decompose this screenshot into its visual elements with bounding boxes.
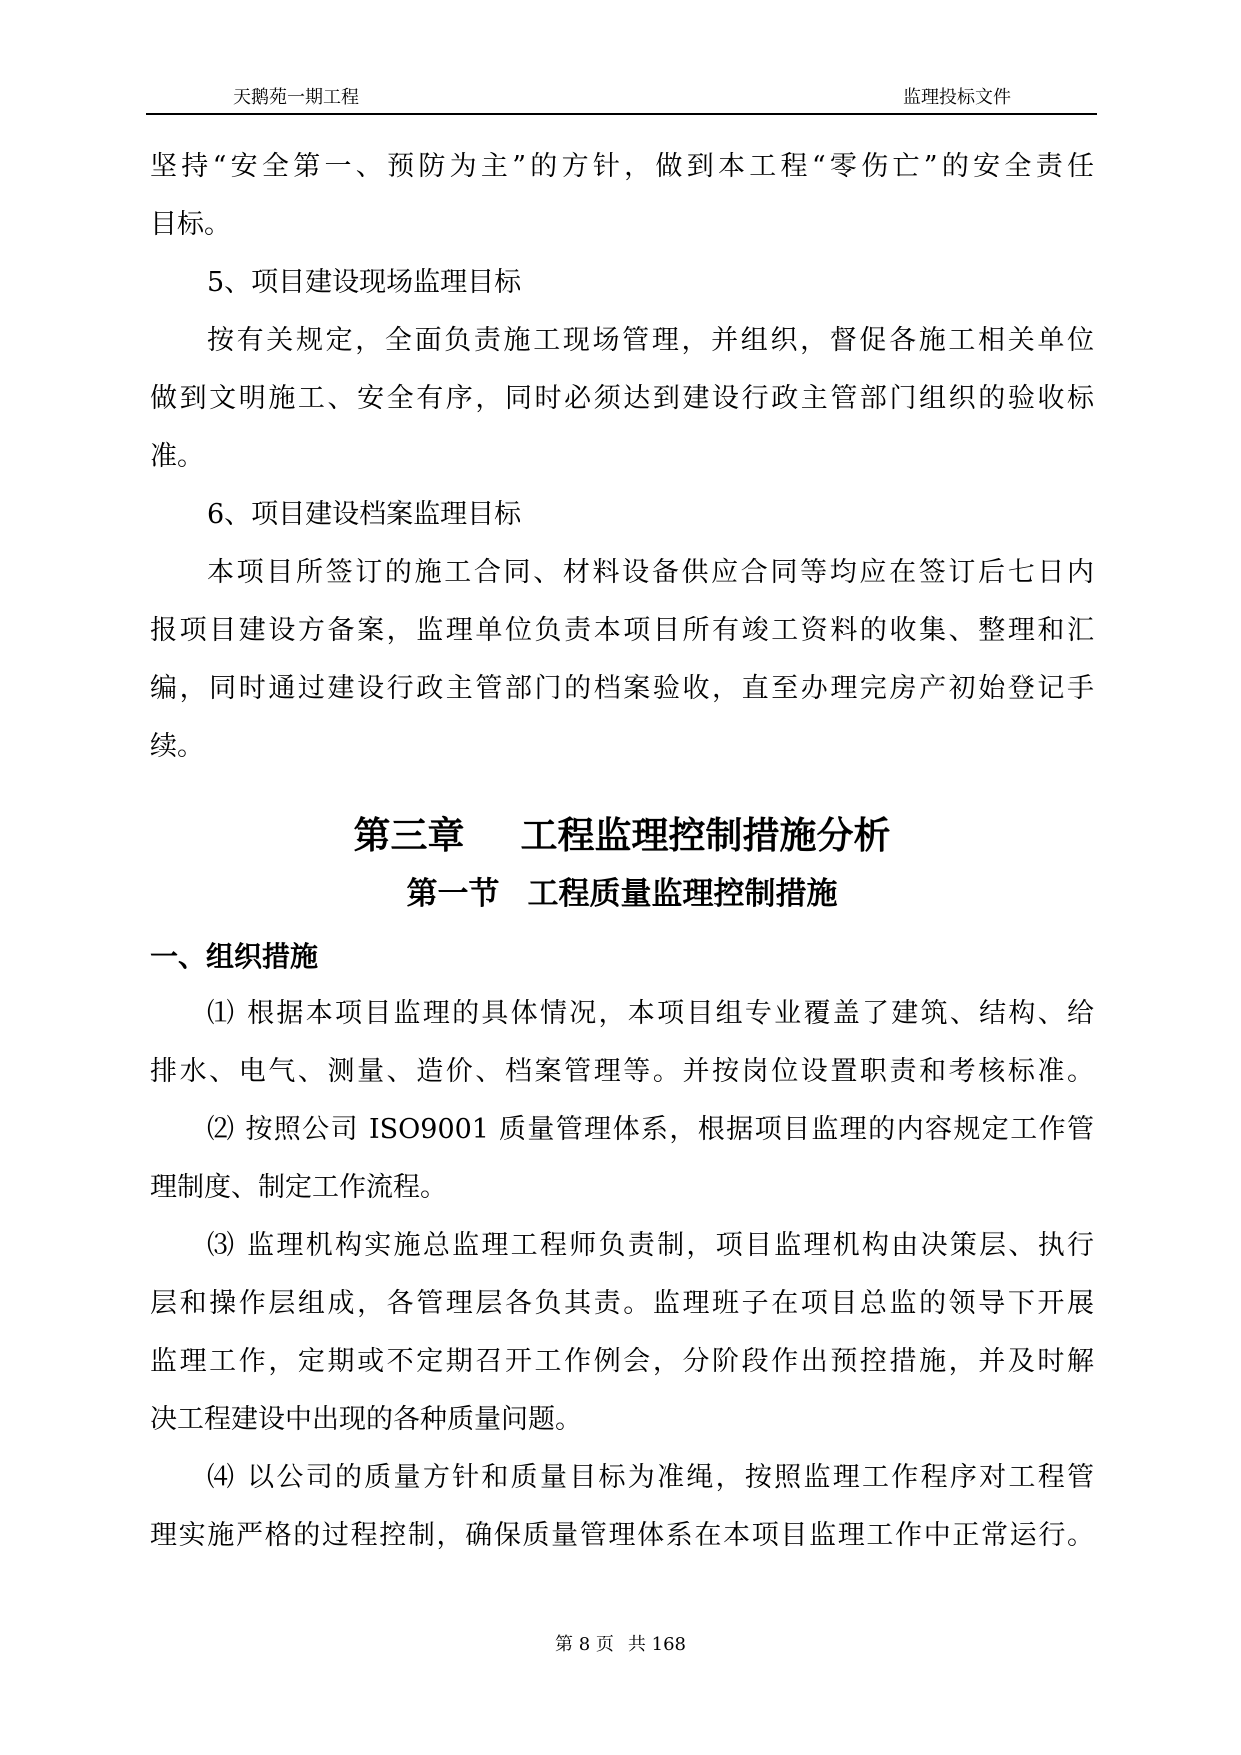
section-number: 第一节 — [406, 876, 500, 912]
body-line: 做到文明施工、安全有序，同时必须达到建设行政主管部门组织的验收标 — [150, 383, 1094, 414]
body-line: 5、项目建设现场监理目标 — [207, 267, 522, 298]
body-line: 坚持“安全第一、预防为主”的方针，做到本工程“零伤亡”的安全责任 — [150, 151, 1094, 182]
header-rule — [146, 113, 1097, 115]
body-line: 准。 — [150, 441, 204, 472]
chapter-number: 第三章 — [353, 814, 465, 857]
body-line: 排水、电气、测量、造价、档案管理等。并按岗位设置职责和考核标准。 — [150, 1056, 1094, 1087]
page-number: 第 8 页 — [555, 1634, 614, 1655]
body-line: 编，同时通过建设行政主管部门的档案验收，直至办理完房产初始登记手 — [150, 673, 1094, 704]
body-line: 层和操作层组成，各管理层各负其责。监理班子在项目总监的领导下开展 — [150, 1288, 1094, 1319]
header-project-name: 天鹅苑一期工程 — [233, 87, 359, 108]
body-line: ⑵ 按照公司 ISO9001 质量管理体系，根据项目监理的内容规定工作管 — [207, 1114, 1094, 1145]
body-line: 本项目所签订的施工合同、材料设备供应合同等均应在签订后七日内 — [207, 557, 1094, 588]
body-line: 理制度、制定工作流程。 — [150, 1172, 447, 1203]
section-heading — [150, 872, 1094, 916]
page-total: 共 168 — [627, 1634, 686, 1655]
body-line: ⑶ 监理机构实施总监理工程师负责制，项目监理机构由决策层、执行 — [207, 1230, 1094, 1261]
body-line: 续。 — [150, 731, 204, 762]
chapter-title: 工程监理控制措施分析 — [520, 814, 891, 857]
chapter-heading — [150, 811, 1094, 861]
body-line: 6、项目建设档案监理目标 — [207, 499, 522, 530]
body-line: 决工程建设中出现的各种质量问题。 — [150, 1404, 582, 1435]
body-line: 理实施严格的过程控制，确保质量管理体系在本项目监理工作中正常运行。 — [150, 1520, 1094, 1551]
body-line: 监理工作，定期或不定期召开工作例会，分阶段作出预控措施，并及时解 — [150, 1346, 1094, 1377]
subheading: 一、组织措施 — [150, 940, 319, 973]
body-line: 按有关规定，全面负责施工现场管理，并组织，督促各施工相关单位 — [207, 325, 1094, 356]
section-title: 工程质量监理控制措施 — [527, 876, 838, 912]
body-line: 目标。 — [150, 209, 231, 240]
header-document-type: 监理投标文件 — [903, 87, 1011, 108]
body-line: ⑴ 根据本项目监理的具体情况，本项目组专业覆盖了建筑、结构、给 — [207, 998, 1094, 1029]
body-line: ⑷ 以公司的质量方针和质量目标为准绳，按照监理工作程序对工程管 — [207, 1462, 1094, 1493]
body-line: 报项目建设方备案，监理单位负责本项目所有竣工资料的收集、整理和汇 — [150, 615, 1094, 646]
page-footer — [0, 1633, 1241, 1657]
